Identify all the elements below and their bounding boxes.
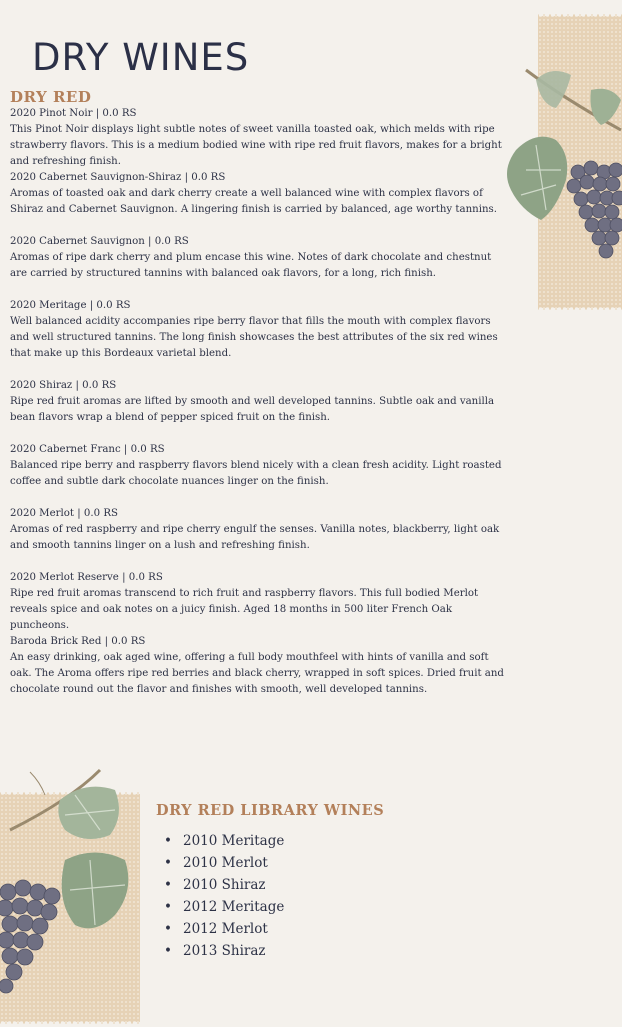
list-item: • 2012 Meritage [164,896,284,918]
page-title: DRY WINES [32,36,250,79]
list-item: • 2010 Shiraz [164,874,284,896]
list-item: • 2012 Merlot [164,918,284,940]
list-item: • 2013 Shiraz [164,940,284,962]
section-heading-library: DRY RED LIBRARY WINES [156,802,385,819]
wine-entry [10,170,510,218]
bullet-icon: • [164,943,172,959]
wine-description: Aromas of red raspberry and ripe cherry engulf the senses. Vanilla notes, blackberry, light oak and smooth tannins linger on a lush and refreshing finish. [10,524,500,551]
wine-name: 2020 Meritage | 0.0 RS [10,300,131,311]
library-list [164,830,284,962]
bullet-icon: • [164,833,172,849]
list-item: • 2010 Meritage [164,830,284,852]
wine-description: Balanced ripe berry and raspberry flavors blend nicely with a clean fresh acidity. Light roasted coffee and subtle dark chocolate nuances linger on the finish. [10,460,502,487]
wine-entry [10,634,510,698]
grape-vine-bottom-icon [0,760,140,1020]
wine-name: 2020 Pinot Noir | 0.0 RS [10,108,137,119]
wine-name: 2020 Cabernet Sauvignon-Shiraz | 0.0 RS [10,172,226,183]
wine-description: Ripe red fruit aromas transcend to rich fruit and raspberry flavors. This full bodied Merlot reveals spice and oak notes on a juicy finish. Aged 18 months in 500 liter French Oak puncheons. [10,588,479,631]
wine-entry [10,298,510,362]
section-heading-dry-red: DRY RED [10,88,92,106]
wine-description: Ripe red fruit aromas are lifted by smooth and well developed tannins. Subtle oak and vanilla bean flavors wrap a blend of pepper spiced fruit on the finish. [10,396,495,423]
wine-entry [10,506,510,554]
wine-name: 2020 Shiraz | 0.0 RS [10,380,117,391]
wine-description: This Pinot Noir displays light subtle notes of sweet vanilla toasted oak, which melds with ripe strawberry flavors. This is a medium bodied wine with ripe red fruit flavors, makes for a bright and refreshing finish. [10,124,502,167]
wine-name: 2020 Merlot | 0.0 RS [10,508,118,519]
wine-description: Well balanced acidity accompanies ripe berry flavor that fills the mouth with complex flavors and well structured tannins. The long finish showcases the best attributes of the six red wines that make up this Bordeaux varietal blend. [10,316,498,359]
bullet-icon: • [164,855,172,871]
wine-description: Aromas of ripe dark cherry and plum encase this wine. Notes of dark chocolate and chestnut are carried by structured tannins with balanced oak flavors, for a long, rich finish. [10,252,492,279]
wine-entry [10,442,510,490]
wine-entry [10,378,510,426]
wine-description: Aromas of toasted oak and dark cherry create a well balanced wine with complex flavors of Shiraz and Cabernet Sauvignon. A lingering finish is carried by balanced, age worthy tannins. [10,188,497,215]
wine-name: 2020 Cabernet Franc | 0.0 RS [10,444,165,455]
wine-description: An easy drinking, oak aged wine, offering a full body mouthfeel with hints of vanilla and soft oak. The Aroma offers ripe red berries and black cherry, wrapped in soft spices. Dried fruit and chocolate round out the flavor and finishes with smooth, well developed tannins. [10,652,504,695]
wine-entry [10,234,510,282]
bullet-icon: • [164,921,172,937]
wine-name: 2020 Cabernet Sauvignon | 0.0 RS [10,236,189,247]
wine-entry [10,570,510,634]
wine-name: 2020 Merlot Reserve | 0.0 RS [10,572,163,583]
wine-name: Baroda Brick Red | 0.0 RS [10,636,146,647]
bullet-icon: • [164,877,172,893]
wine-entry [10,106,510,170]
bullet-icon: • [164,899,172,915]
list-item: • 2010 Merlot [164,852,284,874]
grape-vine-top-icon [496,60,622,320]
